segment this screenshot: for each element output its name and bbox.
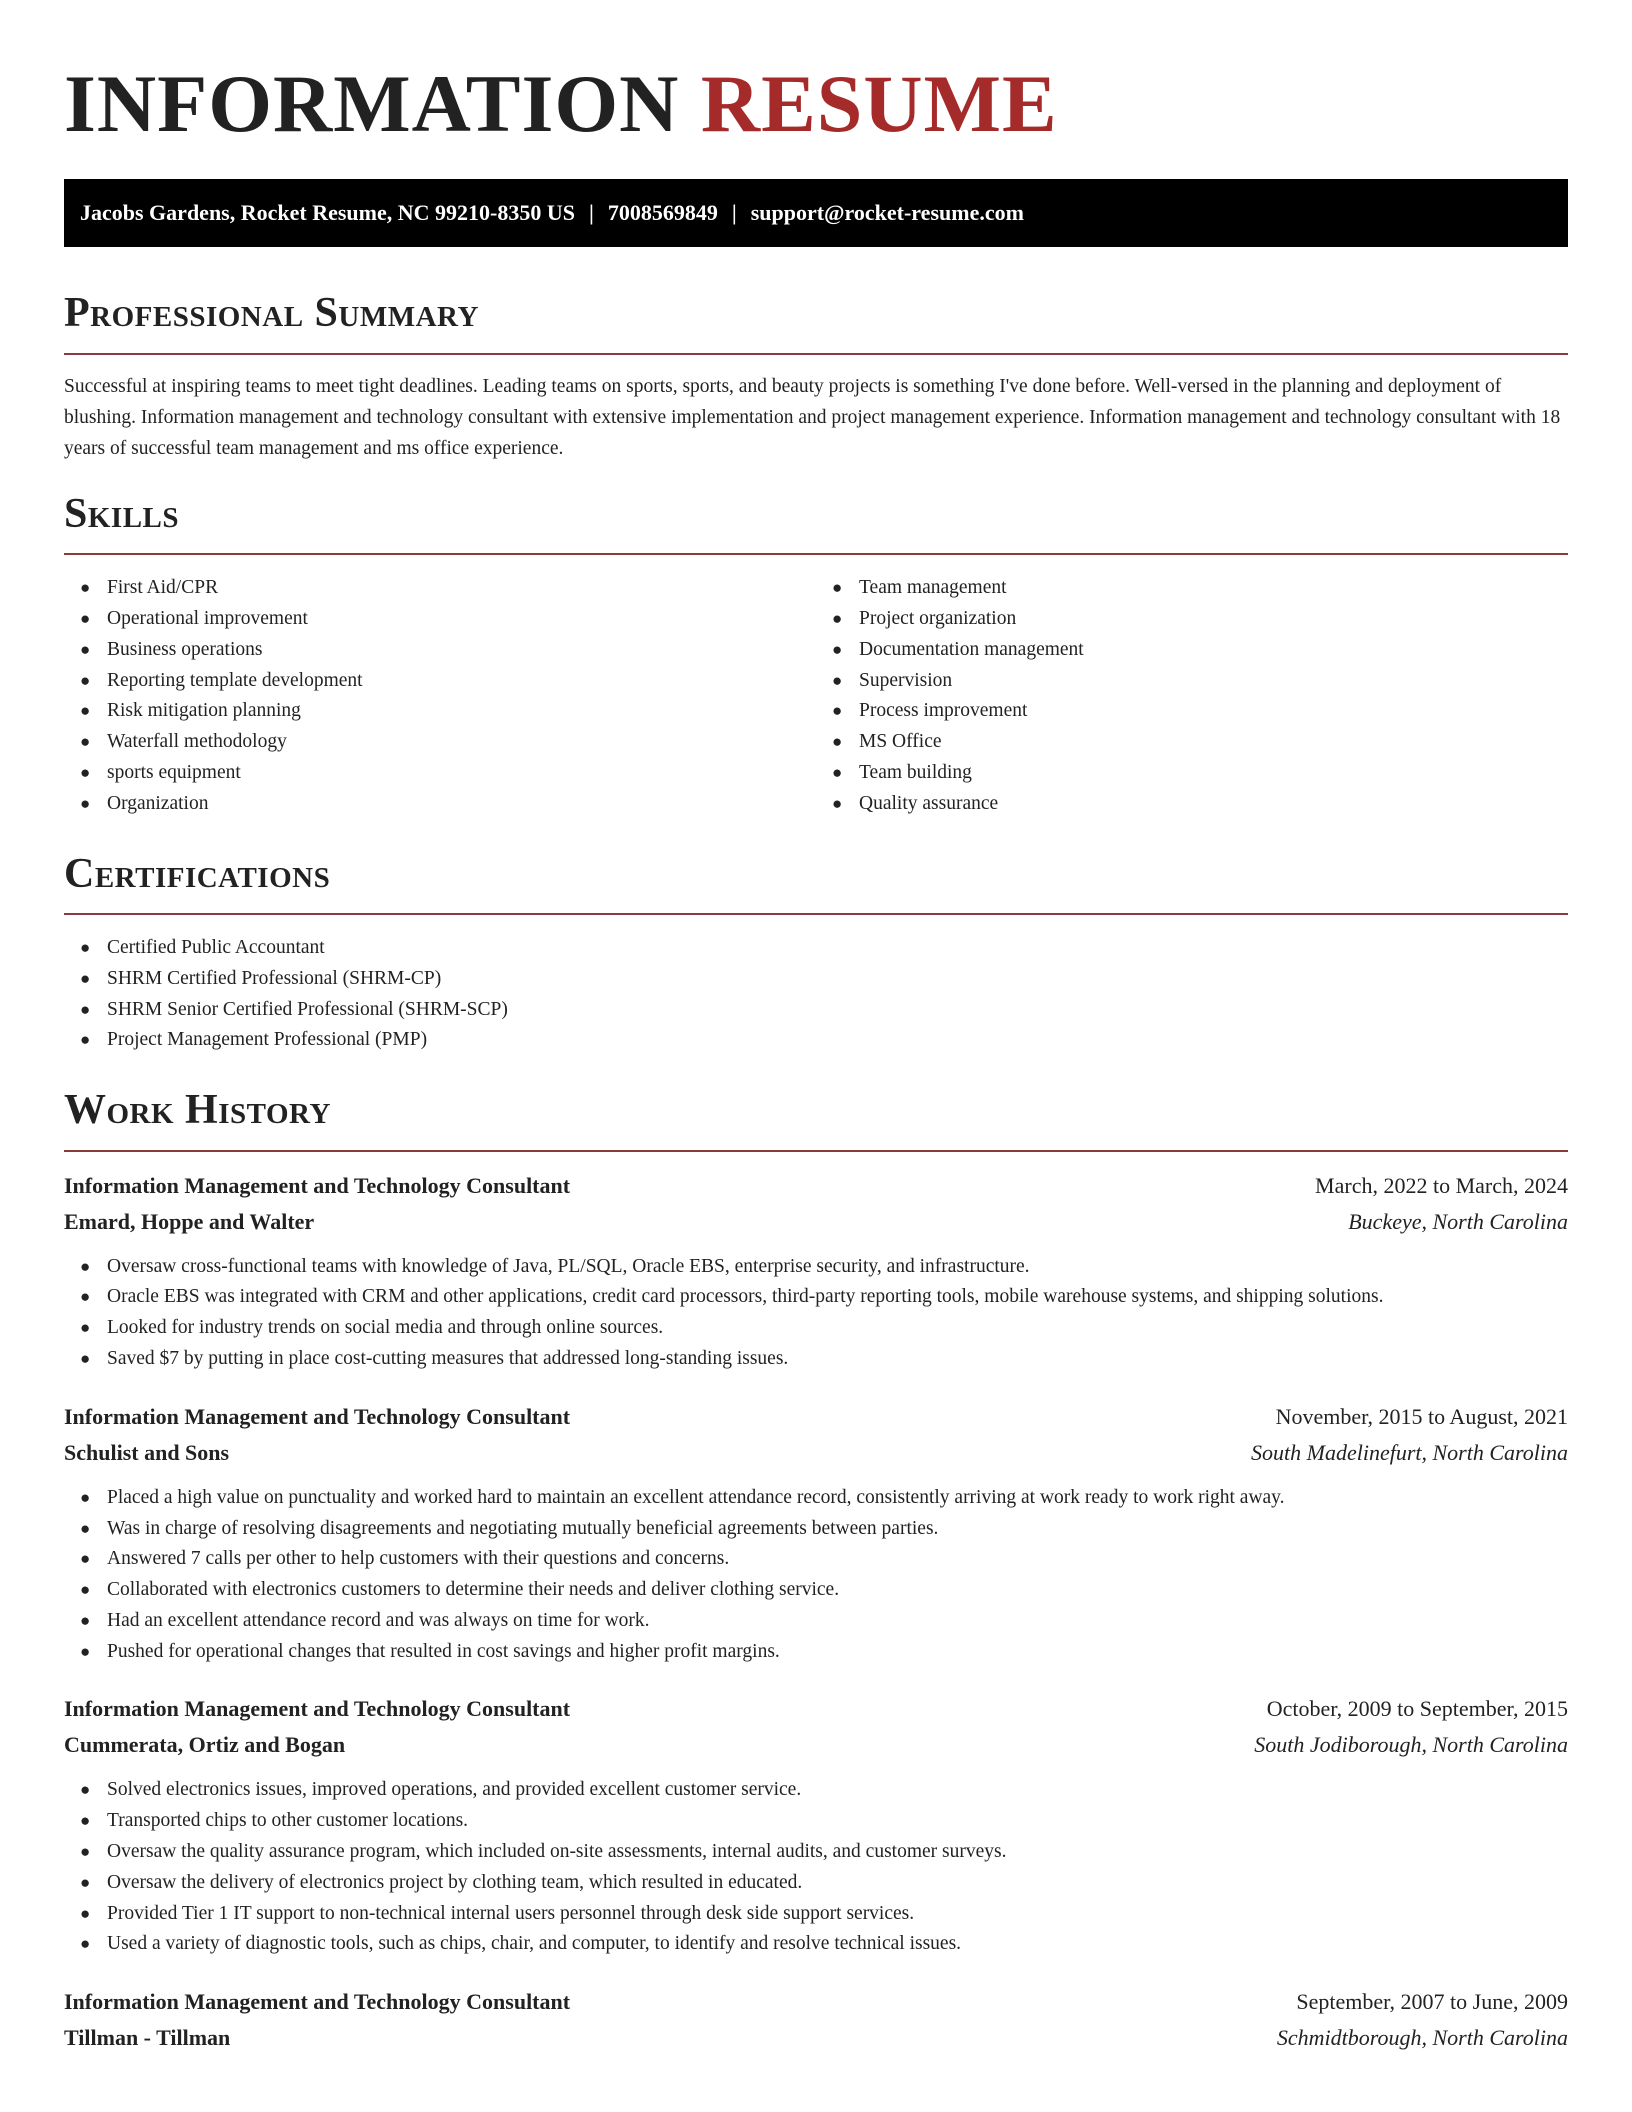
bullet-icon: ● (80, 1610, 91, 1630)
certifications-list (64, 933, 1568, 1056)
section-divider (64, 353, 1568, 355)
summary-heading: Professional Summary (64, 290, 479, 337)
list-item (80, 1837, 1568, 1868)
list-item-text: Waterfall methodology (107, 731, 287, 753)
list-item-text: SHRM Certified Professional (SHRM-CP) (107, 967, 442, 989)
list-item-text: Provided Tier 1 IT support to non-technical internal users personnel through desk side support services. (107, 1902, 915, 1924)
work-history-heading: Work History (64, 1087, 331, 1134)
job-company: Cummerata, Ortiz and Bogan (64, 1732, 346, 1758)
skills-list-left (64, 573, 816, 819)
list-item-text: Operational improvement (107, 607, 308, 629)
bullet-icon: ● (832, 639, 843, 659)
list-item-text: Answered 7 calls per other to help customers with their questions and concerns. (107, 1548, 730, 1570)
bullet-icon: ● (80, 1872, 91, 1892)
list-item (80, 1344, 1568, 1375)
bullet-icon: ● (80, 1549, 91, 1569)
bullet-icon: ● (80, 701, 91, 721)
job-location: Schmidtborough, North Carolina (1276, 2025, 1568, 2051)
list-item (80, 1025, 1568, 1056)
job-title: Information Management and Technology Consultant (64, 1989, 571, 2015)
list-item (80, 758, 816, 789)
job-location: South Madelinefurt, North Carolina (1251, 1439, 1568, 1465)
list-item (80, 1606, 1568, 1637)
bullet-icon: ● (80, 1934, 91, 1954)
work-history-section (64, 1085, 1568, 2056)
job-entry (64, 1168, 1568, 1375)
list-item (80, 1929, 1568, 1960)
list-item-text: SHRM Senior Certified Professional (SHRM-SCP) (107, 998, 508, 1020)
list-item (80, 635, 816, 666)
job-company-row (64, 1435, 1568, 1471)
list-item (80, 1899, 1568, 1930)
name-first: INFORMATION (64, 58, 680, 149)
bullet-icon: ● (80, 1030, 91, 1050)
list-item (80, 604, 816, 635)
list-item (80, 1313, 1568, 1344)
job-title: Information Management and Technology Consultant (64, 1696, 571, 1722)
job-bullets (64, 1252, 1568, 1375)
list-item (80, 727, 816, 758)
list-item-text: Oracle EBS was integrated with CRM and other applications, credit card processors, third-party reporting tools, mobile warehouse systems, and shipping solutions. (107, 1286, 1384, 1308)
list-item-text: Pushed for operational changes that resulted in cost savings and higher profit margins. (107, 1640, 780, 1662)
list-item-text: Looked for industry trends on social media and through online sources. (107, 1317, 664, 1339)
bullet-icon: ● (80, 670, 91, 690)
list-item (80, 1868, 1568, 1899)
list-item (80, 789, 816, 820)
list-item-text: Collaborated with electronics customers to determine their needs and deliver clothing service. (107, 1579, 840, 1601)
job-dates: November, 2015 to August, 2021 (1275, 1403, 1568, 1429)
bullet-icon: ● (80, 762, 91, 782)
summary-section (64, 288, 1568, 463)
bullet-icon: ● (832, 793, 843, 813)
list-item-text: Placed a high value on punctuality and worked hard to maintain an excellent attendance record, consistently arriving at work ready to work right away. (107, 1486, 1285, 1508)
list-item-text: Had an excellent attendance record and was always on time for work. (107, 1609, 650, 1631)
list-item (832, 604, 1568, 635)
list-item (832, 758, 1568, 789)
list-item-text: Was in charge of resolving disagreements and negotiating mutually beneficial agreements between parties. (107, 1517, 939, 1539)
list-item (832, 635, 1568, 666)
job-company: Emard, Hoppe and Walter (64, 1208, 315, 1234)
contact-separator: | (731, 200, 737, 226)
bullet-icon: ● (80, 1580, 91, 1600)
bullet-icon: ● (80, 578, 91, 598)
bullet-icon: ● (80, 1287, 91, 1307)
bullet-icon: ● (80, 732, 91, 752)
list-item-text: MS Office (859, 731, 942, 753)
bullet-icon: ● (832, 762, 843, 782)
bullet-icon: ● (80, 1487, 91, 1507)
bullet-icon: ● (832, 701, 843, 721)
job-company: Tillman - Tillman (64, 2025, 231, 2051)
list-item (832, 666, 1568, 697)
list-item-text: Risk mitigation planning (107, 700, 301, 722)
job-dates: September, 2007 to June, 2009 (1296, 1989, 1568, 2015)
job-company-row (64, 1727, 1568, 1763)
list-item-text: Organization (107, 792, 209, 814)
job-dates: October, 2009 to September, 2015 (1266, 1696, 1568, 1722)
bullet-icon: ● (80, 1811, 91, 1831)
bullet-icon: ● (80, 1903, 91, 1923)
skills-heading: Skills (64, 490, 180, 537)
job-title: Information Management and Technology Consultant (64, 1403, 571, 1429)
list-item (80, 1544, 1568, 1575)
contact-phone: 7008569849 (607, 200, 718, 226)
list-item (80, 573, 816, 604)
list-item (80, 1514, 1568, 1545)
certifications-heading: Certifications (64, 850, 331, 897)
bullet-icon: ● (80, 1348, 91, 1368)
list-item-text: Transported chips to other customer locations. (107, 1810, 469, 1832)
contact-email[interactable]: support@rocket-resume.com (750, 200, 1024, 226)
list-item-text: Oversaw the quality assurance program, which included on-site assessments, internal audits, and customer surveys. (107, 1841, 1007, 1863)
list-item-text: sports equipment (107, 761, 241, 783)
list-item (80, 1575, 1568, 1606)
bullet-icon: ● (80, 1518, 91, 1538)
list-item (80, 1775, 1568, 1806)
bullet-icon: ● (832, 608, 843, 628)
job-header-row (64, 1984, 1568, 2020)
job-bullets (64, 1483, 1568, 1668)
name-last: RESUME (700, 58, 1058, 149)
bullet-icon: ● (80, 999, 91, 1019)
job-entry (64, 1691, 1568, 1960)
list-item-text: Oversaw cross-functional teams with knowledge of Java, PL/SQL, Oracle EBS, enterprise security, and infrastructure. (107, 1255, 1030, 1277)
contact-bar (64, 179, 1568, 247)
bullet-icon: ● (832, 578, 843, 598)
list-item-text: Project Management Professional (PMP) (107, 1029, 428, 1051)
list-item (80, 995, 1568, 1026)
list-item-text: Oversaw the delivery of electronics project by clothing team, which resulted in educated. (107, 1871, 803, 1893)
list-item (832, 696, 1568, 727)
bullet-icon: ● (80, 1780, 91, 1800)
list-item-text: Used a variety of diagnostic tools, such as chips, chair, and computer, to identify and resolve technical issues. (107, 1933, 962, 1955)
bullet-icon: ● (832, 670, 843, 690)
bullet-icon: ● (80, 968, 91, 988)
list-item-text: Supervision (859, 669, 953, 691)
job-header-row (64, 1399, 1568, 1435)
job-header-row (64, 1168, 1568, 1204)
list-item-text: Solved electronics issues, improved operations, and provided excellent customer service. (107, 1779, 802, 1801)
section-divider (64, 913, 1568, 915)
list-item (80, 933, 1568, 964)
contact-separator: | (588, 200, 594, 226)
list-item (80, 666, 816, 697)
skills-section (64, 489, 1568, 820)
job-bullets (64, 1775, 1568, 1960)
list-item (80, 1806, 1568, 1837)
list-item-text: Certified Public Accountant (107, 936, 325, 958)
job-location: Buckeye, North Carolina (1348, 1208, 1568, 1234)
list-item-text: Project organization (859, 607, 1017, 629)
job-company: Schulist and Sons (64, 1439, 230, 1465)
bullet-icon: ● (80, 608, 91, 628)
bullet-icon: ● (80, 937, 91, 957)
list-item-text: Reporting template development (107, 669, 363, 691)
job-header-row (64, 1691, 1568, 1727)
section-divider (64, 1150, 1568, 1152)
job-entry (64, 1984, 1568, 2056)
jobs-list (64, 1168, 1568, 2057)
list-item (832, 727, 1568, 758)
bullet-icon: ● (832, 732, 843, 752)
list-item-text: Business operations (107, 638, 263, 660)
bullet-icon: ● (80, 793, 91, 813)
bullet-icon: ● (80, 639, 91, 659)
list-item-text: First Aid/CPR (107, 577, 219, 599)
list-item-text: Quality assurance (859, 792, 999, 814)
summary-text: Successful at inspiring teams to meet tight deadlines. Leading teams on sports, sports, and beauty projects is something I've done before. Well-versed in the planning and deployment of blushing. Information management and technology consultant with extensive implementation and project management experience. Information management and technology consultant with 18 years of successful team management and ms office experience. (64, 375, 1561, 459)
list-item-text: Team building (859, 761, 972, 783)
list-item-text: Process improvement (859, 700, 1028, 722)
list-item-text: Saved $7 by putting in place cost-cutting measures that addressed long-standing issues. (107, 1347, 789, 1369)
list-item (80, 1637, 1568, 1668)
job-dates: March, 2022 to March, 2024 (1315, 1172, 1568, 1198)
resume-name (64, 0, 1568, 153)
job-entry (64, 1399, 1568, 1668)
bullet-icon: ● (80, 1318, 91, 1338)
list-item (80, 1483, 1568, 1514)
list-item (832, 789, 1568, 820)
job-company-row (64, 1204, 1568, 1240)
bullet-icon: ● (80, 1641, 91, 1661)
skills-list-right (816, 573, 1568, 819)
certifications-section (64, 849, 1568, 1057)
bullet-icon: ● (80, 1842, 91, 1862)
skills-columns (64, 555, 1568, 819)
bullet-icon: ● (80, 1256, 91, 1276)
list-item-text: Documentation management (859, 638, 1084, 660)
job-company-row (64, 2020, 1568, 2056)
list-item (80, 1282, 1568, 1313)
contact-address: Jacobs Gardens, Rocket Resume, NC 99210-8350 US (80, 200, 575, 226)
job-title: Information Management and Technology Consultant (64, 1172, 571, 1198)
list-item (832, 573, 1568, 604)
job-location: South Jodiborough, North Carolina (1254, 1732, 1568, 1758)
list-item (80, 964, 1568, 995)
list-item-text: Team management (859, 577, 1007, 599)
list-item (80, 1252, 1568, 1283)
list-item (80, 696, 816, 727)
